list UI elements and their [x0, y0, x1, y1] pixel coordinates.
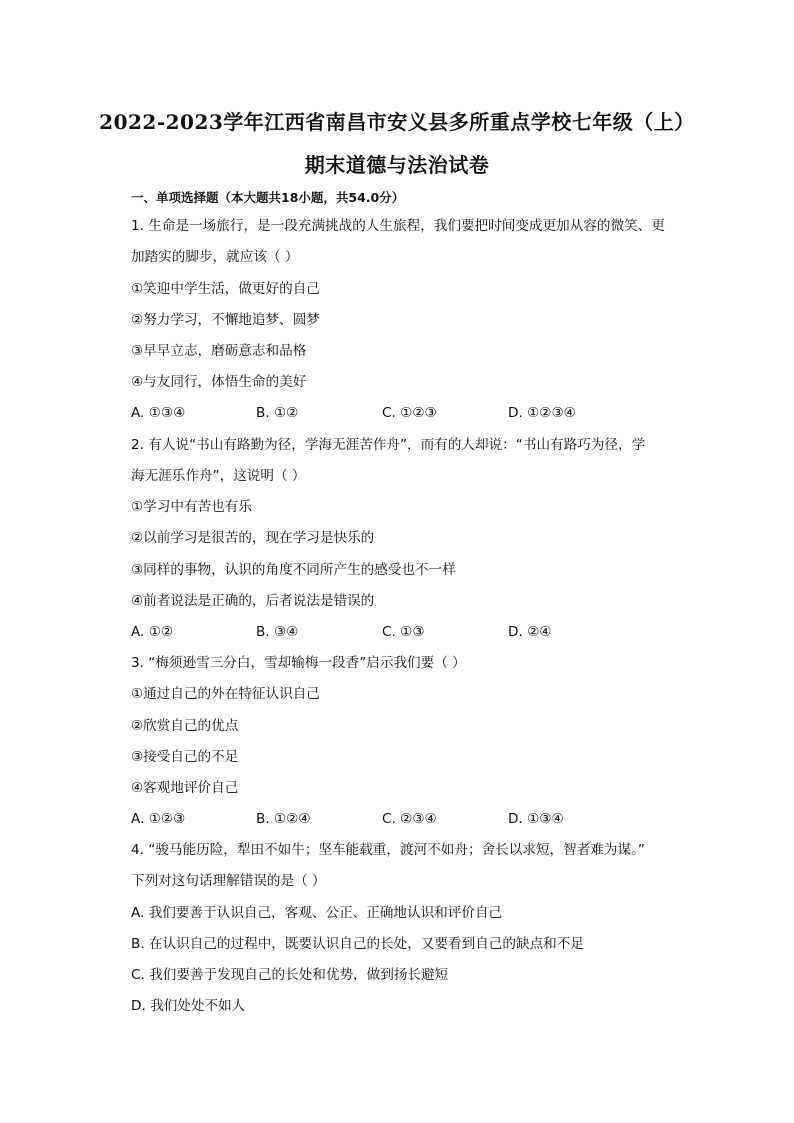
option-b: B. 在认识自己的过程中，既要认识自己的长处，又要看到自己的缺点和不足 [131, 936, 584, 952]
option-c: C. ①③ [382, 624, 425, 640]
statement-item: ④与友同行，体悟生命的美好 [131, 374, 307, 390]
statement-item: ①通过自己的外在特征认识自己 [131, 686, 320, 702]
option-c: C. 我们要善于发现自己的长处和优势，做到扬长避短 [131, 967, 449, 983]
option-b: B. ①② [256, 405, 299, 421]
question-stem: 3. “梅须逊雪三分白，雪却输梅一段香”启示我们要（ ） [131, 655, 466, 671]
statement-item: ②努力学习，不懈地追梦、圆梦 [131, 312, 320, 328]
statement-item: ①学习中有苦也有乐 [131, 499, 252, 515]
question-stem: 1. 生命是一场旅行，是一段充满挑战的人生旅程，我们要把时间变成更加从容的微笑、更 [131, 218, 665, 234]
question-stem: 2. 有人说“书山有路勤为径，学海无涯苦作舟”，而有的人却说：“书山有路巧为径，学 [131, 437, 646, 453]
option-c: C. ②③④ [382, 811, 437, 827]
option-b: B. ①②④ [256, 811, 311, 827]
statement-item: ②以前学习是很苦的，现在学习是快乐的 [131, 530, 375, 546]
statement-item: ③同样的事物，认识的角度不同所产生的感受也不一样 [131, 562, 456, 578]
option-d: D. ②④ [508, 624, 552, 640]
question-stem: 加踏实的脚步，就应该（ ） [131, 249, 299, 265]
exam-title-line1: 2022-2023学年江西省南昌市安义县多所重点学校七年级（上） [99, 110, 695, 134]
section-heading: 一、单项选择题（本大题共18小题，共54.0分） [131, 190, 405, 205]
option-b: B. ③④ [256, 624, 299, 640]
question-stem: 海无涯乐作舟”，这说明（ ） [131, 468, 306, 484]
option-a: A. ①③④ [131, 405, 186, 421]
option-d: D. ①②③④ [508, 405, 576, 421]
statement-item: ③早早立志，磨砺意志和品格 [131, 343, 307, 359]
option-a: A. 我们要善于认识自己，客观、公正、正确地认识和评价自己 [131, 905, 503, 921]
option-c: C. ①②③ [382, 405, 437, 421]
statement-item: ③接受自己的不足 [131, 749, 239, 765]
statement-item: ①笑迎中学生活，做更好的自己 [131, 281, 320, 297]
statement-item: ④前者说法是正确的，后者说法是错误的 [131, 593, 375, 609]
question-stem: 4. “骏马能历险，犁田不如牛；坚车能载重，渡河不如舟；舍长以求短，智者难为谋。” [131, 842, 645, 858]
statement-item: ②欣赏自己的优点 [131, 718, 239, 734]
option-d: D. ①③④ [508, 811, 564, 827]
option-a: A. ①② [131, 624, 174, 640]
option-a: A. ①②③ [131, 811, 186, 827]
option-d: D. 我们处处不如人 [131, 998, 246, 1014]
statement-item: ④客观地评价自己 [131, 780, 239, 796]
question-stem: 下列对这句话理解错误的是（ ） [131, 873, 326, 889]
exam-title-line2: 期末道德与法治试卷 [304, 153, 490, 177]
